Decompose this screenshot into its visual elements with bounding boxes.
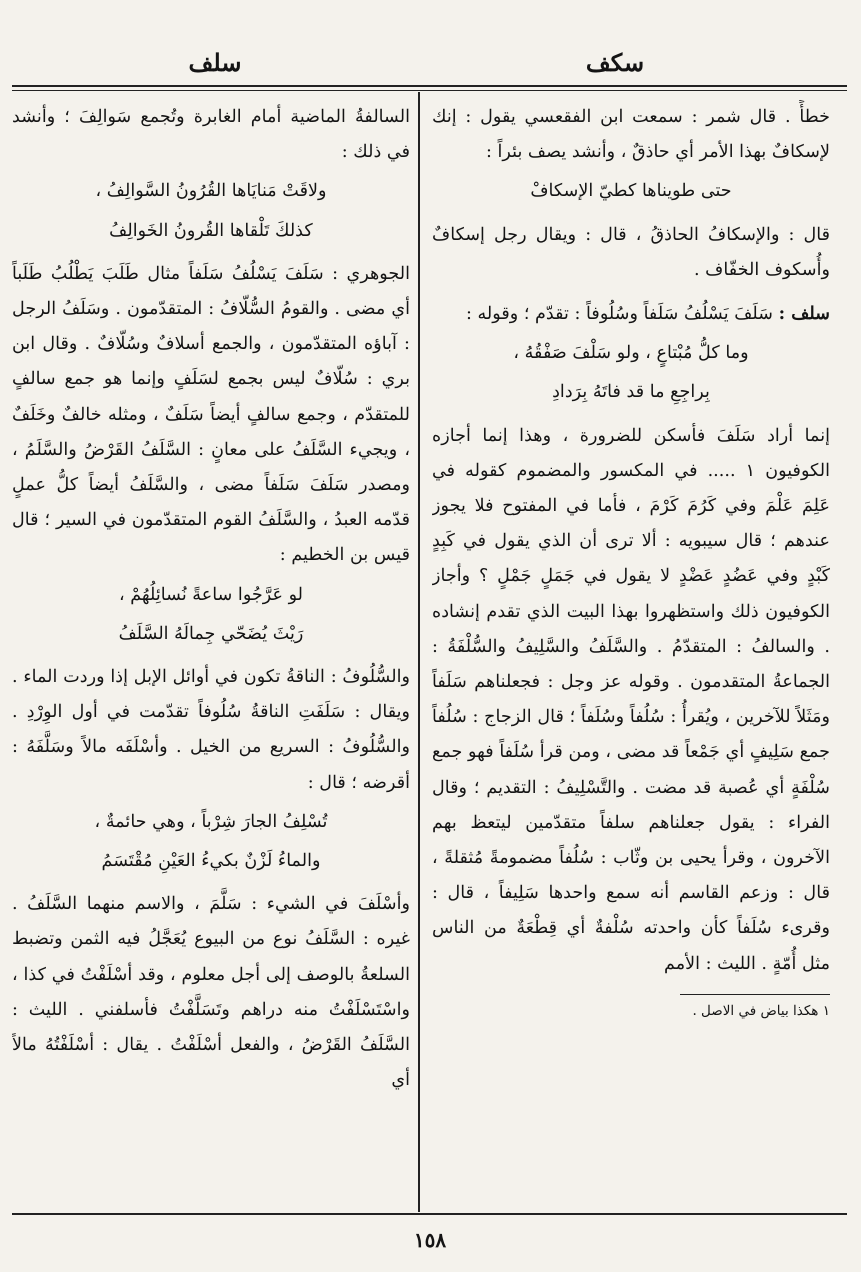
header-rule-thin [12, 90, 847, 91]
left-column [12, 100, 410, 1208]
paragraph: إنما أراد سَلَفَ فأسكن للضرورة ، وهذا إنما أجازه الكوفيون ١ ..... في المكسور والمضموم كقوله في عَلِمَ عَلْمَ وفي كَرُمَ كَرْمَ ، فأما في المفتوح فلا يجوز عندهم ؛ قال سيبويه : ألا ترى أن الذي يقول في كَبِدٍ كَبْدٍ وفي عَضُدٍ عَضْدٍ لا يقول في جَمَلٍ جَمْلٍ ؟ وأجاز الكوفيون ذلك واستظهروا بهذا البيت الذي تقدم إنشاده . والسالفُ : المتقدّمُ . والسَّلَفُ والسَّلِيفُ والسُّلْفَةُ : الجماعةُ المتقدمون . وقوله عز وجل : فجعلناهم سَلَفاً ومَثَلاً للآخرين ، ويُقرأُ : سُلُفاً وسُلَفاً ؛ قال الزجاج : سُلُفاً جمع سَلِيفٍ أي جَمْعاً قد مضى ، ومن قرأ سُلَفاً فهو جمع سُلْفَةٍ أي عُصبة قد مضت . والتَّسْلِيفُ : التقديم ؛ وقال الفراء : يقول جعلناهم سلفاً متقدّمين ليتعظ بهم الآخرون ، وقرأ يحيى بن وثّاب : سُلُفاً مضمومةً مُثقلةً ، قال : وزعم القاسم أنه سمع واحدها سَلِيفاً ، قال : وقرىء سُلَفاً كأن واحدته سُلْفةٌ أي قِطْعَةٌ من الناس مثل أُمّةٍ . الليث : الأمم [432, 425, 830, 974]
column-divider [418, 92, 420, 1212]
paragraph: قال : والإسكافُ الحاذقُ ، قال : ويقال رجل إسكافٌ وأُسكوف الخفّاف . [432, 224, 830, 280]
page-number: ١٥٨ [413, 1228, 447, 1252]
verse-line: بِراجِعِ ما قد فاتَهُ بِرَدادِ [552, 382, 710, 403]
header-left-root-word: سلف [188, 48, 242, 77]
paragraph: الجوهري : سَلَفَ يَسْلُفُ سَلَفاً مثال طَلَبَ يَطْلُبُ طَلَباً أي مضى . والقومُ السُّلّافُ : المتقدّمون . وسَلَفُ الرجل : آباؤه المتقدّمون ، والجمع أسلافٌ وسُلّافٌ . وقال ابن بري : سُلّافٌ ليس بجمع لسَلَفٍ وإنما هو جمع سالفٍ للمتقدّم ، وجمع سالفٍ أيضاً سَلَفٌ ، ومثله خالفٌ وخَلَفٌ ، ويجيء السَّلَفُ على معانٍ : السَّلَفُ القَرْضُ والسَّلَمُ ، ومصدر سَلَفَ سَلَفاً مضى ، والسَّلَفُ أيضاً كلُّ عملٍ قدّمه العبدُ ، والسَّلَفُ القوم المتقدّمون في السير ؛ قال قيس بن الخطيم : [12, 263, 410, 566]
verse-line: ولاقَتْ مَنايَاها القُرُونُ السَّوالِفُ ، [95, 181, 327, 202]
verse-line: تُسْلِفُ الجارَ شِرْباً ، وهي حائمةٌ ، [94, 811, 328, 832]
verse-line: لو عَرَّجُوا ساعةً نُسائِلُهُمْ ، [118, 584, 304, 605]
header-right-root-word: سكف [585, 48, 645, 77]
verse-line: والماءُ لَزْنٌ بكيءُ العَيْنِ مُقْتَسَمُ [101, 851, 321, 872]
entry-paragraph [432, 296, 830, 332]
footer-rule [12, 1213, 847, 1215]
header-rule [12, 85, 847, 87]
verse-line: رَيْثَ يُضَحّي جِمالَهُ السَّلَفُ [118, 623, 304, 644]
verse-line: وما كلُّ مُبْتاعٍ ، ولو سَلْفَ صَفْقُهُ ، [513, 343, 749, 364]
entry-text: سَلَفَ يَسْلُفُ سَلَفاً وسُلُوفاً : تقدّم ؛ وقوله : [465, 304, 773, 325]
paragraph: خطأً . قال شمر : سمعت ابن الفقعسي يقول : إنك لإسكافٌ بهذا الأمر أي حاذقٌ ، وأنشد يصف بئراً : [432, 107, 830, 163]
verse-line: كذلكَ تَلْقاها القُرونُ الخَوالِفُ [109, 220, 313, 241]
entry-headword: سلف : [778, 303, 830, 325]
paragraph: وأسْلَفَ في الشيء : سَلَّمَ ، والاسم منهما السَّلَفُ . غيره : السَّلَفُ نوع من البيوع يُعَجَّلُ فيه الثمن وتضبط السلعةُ بالوصف إلى أجل معلوم ، وقد أسْلَفْتُ في كذا ، واسْتَسْلَفْتُ منه دراهم وتَسَلَّفْتُ فأسلفني . الليث : السَّلَفُ القَرْضُ ، والفعل أسْلَفْتُ . يقال : أسْلَفْتُهُ مالاً أي [12, 894, 410, 1091]
footnote: ١ هكذا بياض في الاصل . [692, 1002, 830, 1019]
right-column [432, 100, 830, 1208]
verse-line: حتى طويناها كطيّ الإسكافْ [530, 181, 732, 202]
footnote-rule [680, 994, 830, 995]
paragraph: والسُّلُوفُ : الناقةُ تكون في أوائل الإبل إذا وردت الماء . ويقال : سَلَفَتِ الناقةُ سُلُوفاً تقدّمت في أول الوِرْدِ . والسُّلُوفُ : السريع من الخيل . وأسْلَفَه مالاً وسَلَّفَهُ : أقرضه ؛ قال : [12, 667, 410, 793]
paragraph: السالفةُ الماضية أمام الغابرة وتُجمع سَوالِفَ ؛ وأنشد في ذلك : [12, 107, 410, 163]
